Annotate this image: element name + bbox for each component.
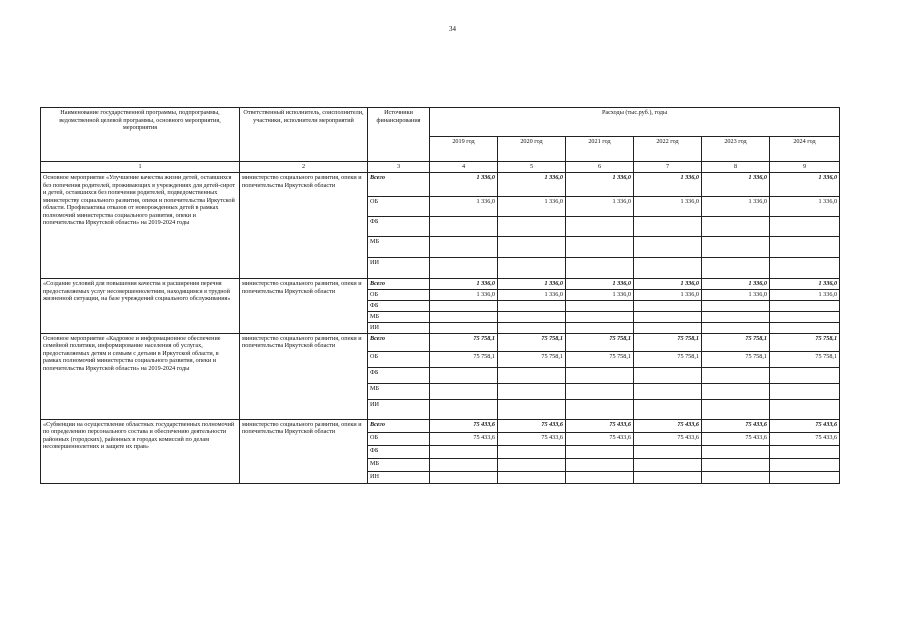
expense-value: 75 433,6 [634, 432, 702, 445]
expense-value: 1 336,0 [566, 173, 634, 197]
expense-value [702, 445, 770, 458]
expense-value: 75 433,6 [702, 432, 770, 445]
expense-value [430, 399, 498, 419]
expense-value [566, 367, 634, 383]
expense-value [702, 367, 770, 383]
header-year: 2024 год [770, 137, 840, 162]
funding-source-label: ОБ [368, 290, 430, 301]
column-number: 4 [430, 162, 498, 173]
expense-value [430, 217, 498, 237]
expense-value: 75 758,1 [566, 333, 634, 351]
funding-source-label: ОБ [368, 197, 430, 217]
funding-source-label: Всего [368, 279, 430, 290]
expense-value: 75 758,1 [498, 333, 566, 351]
program-executor: министерство социального развития, опеки и попечительства Иркутской области [240, 419, 368, 483]
expense-value [770, 471, 840, 483]
expense-value: 75 758,1 [634, 333, 702, 351]
expense-value: 75 758,1 [430, 351, 498, 367]
expense-value: 1 336,0 [634, 173, 702, 197]
expense-value [770, 312, 840, 323]
funding-source-label: ИИ [368, 399, 430, 419]
header-year: 2020 год [498, 137, 566, 162]
expense-value [498, 445, 566, 458]
column-number: 5 [498, 162, 566, 173]
header-expenses: Расходы (тыс.руб.), годы [430, 108, 840, 137]
expense-value [430, 323, 498, 334]
table-row [41, 279, 840, 290]
funding-source-label: Всего [368, 173, 430, 197]
expense-value [566, 445, 634, 458]
expense-value [498, 471, 566, 483]
expense-value: 75 758,1 [770, 333, 840, 351]
expense-value [770, 258, 840, 279]
expense-value: 75 433,6 [634, 419, 702, 432]
expense-value [770, 445, 840, 458]
funding-source-label: ФБ [368, 217, 430, 237]
funding-source-label: МБ [368, 237, 430, 258]
expense-value: 1 336,0 [770, 290, 840, 301]
expense-value [498, 367, 566, 383]
expense-value [702, 471, 770, 483]
expense-value [770, 367, 840, 383]
expense-value [566, 258, 634, 279]
expense-value: 75 433,6 [566, 432, 634, 445]
expense-value [430, 258, 498, 279]
header-year: 2022 год [634, 137, 702, 162]
expense-value [702, 237, 770, 258]
header-row [41, 108, 840, 137]
column-number: 7 [634, 162, 702, 173]
expense-value: 1 336,0 [702, 290, 770, 301]
funding-source-label: МБ [368, 312, 430, 323]
expense-value [770, 458, 840, 471]
expense-value [430, 301, 498, 312]
expense-value: 75 758,1 [634, 351, 702, 367]
expense-value: 1 336,0 [634, 290, 702, 301]
expense-value [634, 399, 702, 419]
funding-source-label: ОБ [368, 351, 430, 367]
expense-value [770, 217, 840, 237]
expense-value: 1 336,0 [430, 279, 498, 290]
expense-value: 1 336,0 [430, 173, 498, 197]
expense-value [566, 217, 634, 237]
expense-value [566, 383, 634, 399]
expense-value: 75 758,1 [430, 333, 498, 351]
expense-value [770, 237, 840, 258]
expense-value [634, 445, 702, 458]
expense-value: 1 336,0 [634, 279, 702, 290]
expense-value [430, 312, 498, 323]
expense-value: 1 336,0 [634, 197, 702, 217]
program-description: «Субвенции на осуществление областных государственных полномочий по определению персонального состава и обеспечению деятельности районных (городских), районных в городах комиссий по делам несовершеннолетних и защите их прав» [41, 419, 240, 483]
expense-value [634, 471, 702, 483]
expense-value [498, 323, 566, 334]
expense-value [498, 458, 566, 471]
expense-value [566, 399, 634, 419]
funding-source-label: ОБ [368, 432, 430, 445]
funding-source-label: Всего [368, 419, 430, 432]
expense-value: 75 433,6 [430, 419, 498, 432]
expense-value [634, 383, 702, 399]
expense-value [430, 383, 498, 399]
expense-value [770, 301, 840, 312]
header-name: Наименование государственной программы, подпрограммы, ведомственной целевой программы, основного мероприятия, мероприятия [41, 108, 240, 162]
column-number: 2 [240, 162, 368, 173]
expense-value: 75 758,1 [702, 333, 770, 351]
expense-value: 75 433,6 [770, 432, 840, 445]
expense-value: 1 336,0 [430, 290, 498, 301]
expense-value: 75 433,6 [498, 432, 566, 445]
funding-source-label: ФБ [368, 445, 430, 458]
expense-value [566, 458, 634, 471]
expense-value [702, 258, 770, 279]
expense-value [634, 258, 702, 279]
expense-value: 1 336,0 [498, 279, 566, 290]
page-number: 34 [449, 25, 456, 33]
funding-source-label: ИИ [368, 323, 430, 334]
expense-value [566, 323, 634, 334]
table-row [41, 419, 840, 432]
expense-value [498, 383, 566, 399]
expense-value: 1 336,0 [566, 197, 634, 217]
expense-value: 75 433,6 [498, 419, 566, 432]
expense-value: 75 433,6 [702, 419, 770, 432]
expense-value [566, 312, 634, 323]
expense-value: 1 336,0 [566, 279, 634, 290]
table-row [41, 333, 840, 351]
expense-value [702, 217, 770, 237]
expense-value: 1 336,0 [430, 197, 498, 217]
expense-value [634, 367, 702, 383]
expense-value: 75 758,1 [702, 351, 770, 367]
expense-value [498, 312, 566, 323]
expense-value [702, 399, 770, 419]
expense-value [702, 323, 770, 334]
expense-value [770, 323, 840, 334]
table-row [41, 173, 840, 197]
program-description: Основное мероприятие «Улучшение качества жизни детей, оставшихся без попечения родителей, проживающих в учреждениях для детей-сирот и детей, оставшихся без попечения родителей, подведомственных министерству социального развития, опеки и попечительства Иркутской области. Профилактика отказов от новорожденных детей в рамках полномочий министерства социального развития, опеки и попечительства Иркутской области» на 2019-2024 годы [41, 173, 240, 279]
expense-value [498, 237, 566, 258]
expense-value: 75 433,6 [430, 432, 498, 445]
header-sources: Источники финансирования [368, 108, 430, 162]
header-year: 2021 год [566, 137, 634, 162]
expense-value [634, 323, 702, 334]
column-number: 3 [368, 162, 430, 173]
expense-value [566, 237, 634, 258]
funding-source-label: МБ [368, 458, 430, 471]
expense-value: 1 336,0 [702, 173, 770, 197]
expense-value: 1 336,0 [770, 197, 840, 217]
expense-value [498, 301, 566, 312]
expense-value [430, 367, 498, 383]
budget-table [40, 107, 840, 484]
header-year: 2023 год [702, 137, 770, 162]
funding-source-label: Всего [368, 333, 430, 351]
expense-value: 75 758,1 [770, 351, 840, 367]
expense-value [702, 301, 770, 312]
expense-value [430, 445, 498, 458]
expense-value [634, 237, 702, 258]
program-executor: министерство социального развития, опеки и попечительства Иркутской области [240, 173, 368, 279]
expense-value [770, 383, 840, 399]
program-description: «Создание условий для повышения качества и расширения перечня предоставляемых услуг несовершеннолетним, находящимся в трудной жизненной ситуации, на базе учреждений социального обслуживания» [41, 279, 240, 334]
expense-value: 1 336,0 [566, 290, 634, 301]
expense-value [702, 458, 770, 471]
expense-value [634, 217, 702, 237]
expense-value [430, 237, 498, 258]
expense-value [702, 312, 770, 323]
funding-source-label: ИИ [368, 258, 430, 279]
expense-value [498, 217, 566, 237]
program-executor: министерство социального развития, опеки и попечительства Иркутской области [240, 333, 368, 419]
header-executor: Ответственный исполнитель, соисполнители, участники, исполнители мероприятий [240, 108, 368, 162]
expense-value [498, 399, 566, 419]
column-numbers-row [41, 162, 840, 173]
column-number: 8 [702, 162, 770, 173]
header-year: 2019 год [430, 137, 498, 162]
column-number: 6 [566, 162, 634, 173]
expense-value [634, 458, 702, 471]
funding-source-label: ФБ [368, 301, 430, 312]
funding-source-label: ФБ [368, 367, 430, 383]
expense-value [498, 258, 566, 279]
program-description: Основное мероприятие «Кадровое и информационное обеспечение семейной политики, информирование населения об услугах, предоставляемых детям и семьям с детьми в Иркутской области, в рамках полномочий министерства социального развития, опеки и попечительства Иркутской области» на 2019-2024 годы [41, 333, 240, 419]
expense-value: 1 336,0 [498, 290, 566, 301]
expense-value: 1 336,0 [702, 279, 770, 290]
funding-source-label: ИН [368, 471, 430, 483]
expense-value [770, 399, 840, 419]
program-executor: министерство социального развития, опеки и попечительства Иркутской области [240, 279, 368, 334]
expense-value: 75 758,1 [566, 351, 634, 367]
expense-value [430, 458, 498, 471]
expense-value: 1 336,0 [498, 173, 566, 197]
expense-value [634, 312, 702, 323]
expense-value: 75 758,1 [498, 351, 566, 367]
expense-value [430, 471, 498, 483]
expense-value [702, 383, 770, 399]
expense-value: 1 336,0 [498, 197, 566, 217]
expense-value [634, 301, 702, 312]
expense-value: 1 336,0 [702, 197, 770, 217]
funding-source-label: МБ [368, 383, 430, 399]
expense-value: 1 336,0 [770, 173, 840, 197]
expense-value: 75 433,6 [566, 419, 634, 432]
expense-value: 75 433,6 [770, 419, 840, 432]
expense-value [566, 301, 634, 312]
column-number: 9 [770, 162, 840, 173]
expense-value: 1 336,0 [770, 279, 840, 290]
column-number: 1 [41, 162, 240, 173]
expense-value [566, 471, 634, 483]
